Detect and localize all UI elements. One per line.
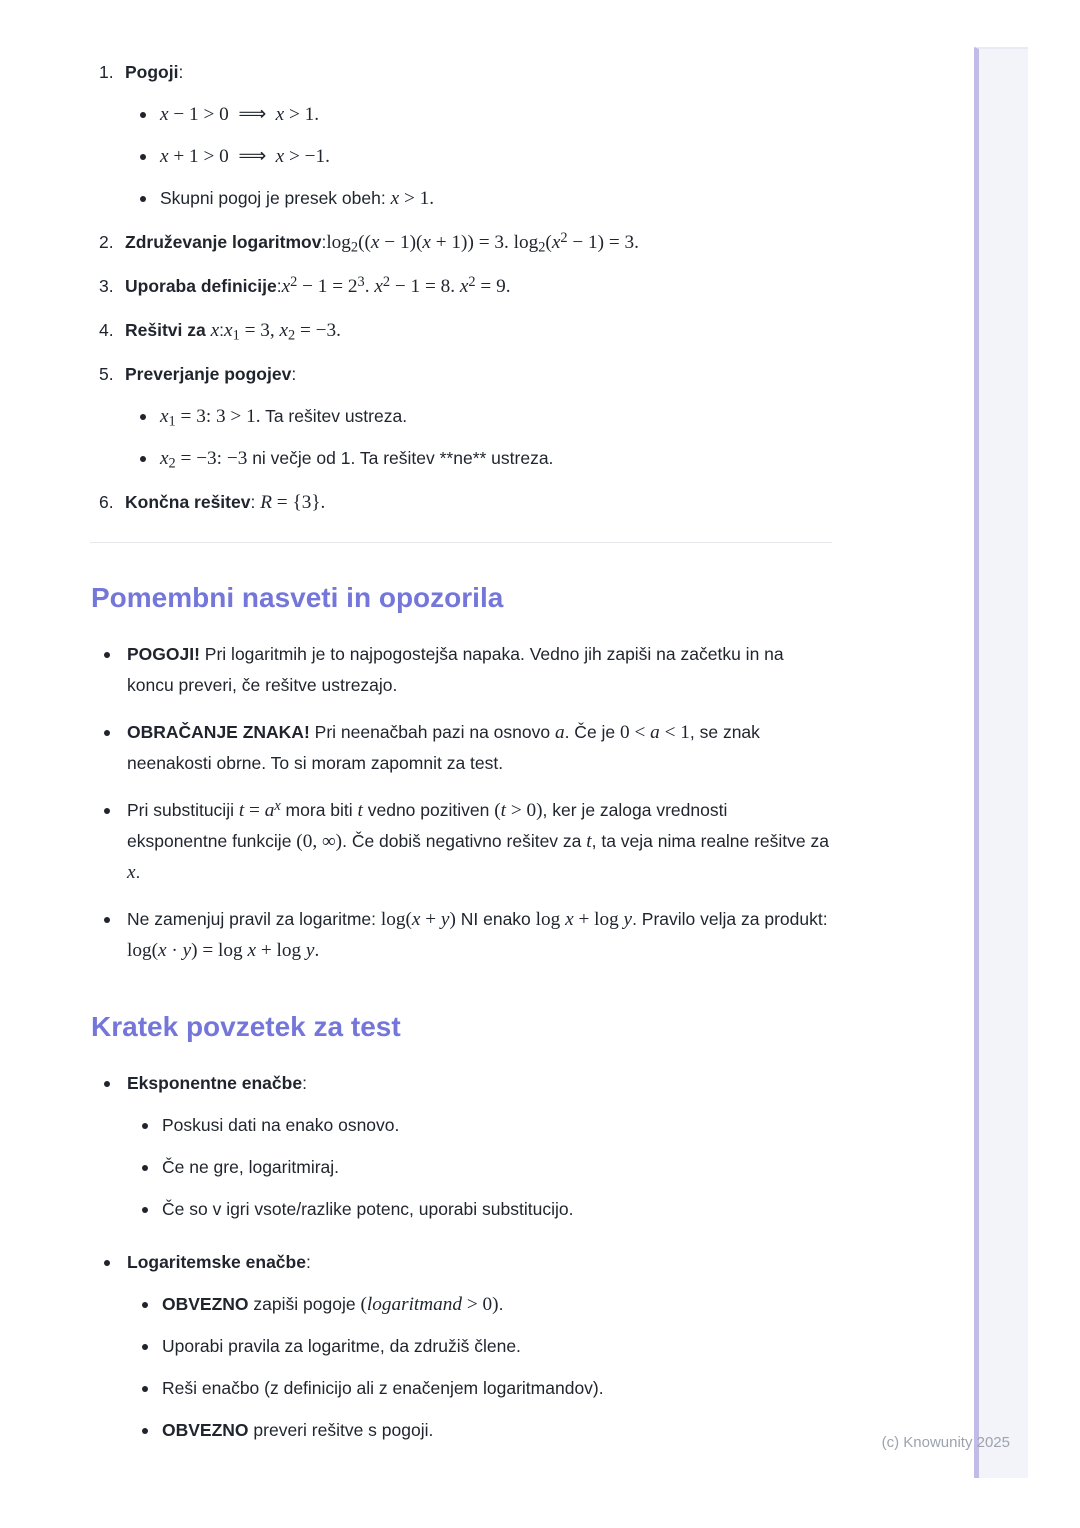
text-run: < 1 [659, 722, 690, 743]
text-run: = 9. [475, 276, 511, 297]
text-run: preveri rešitve s pogoji. [248, 1420, 434, 1440]
text-run: 1 [168, 413, 176, 430]
text-run: = 3: 3 > 1. [175, 406, 261, 427]
list-item-text [127, 639, 832, 701]
list-item [90, 227, 832, 258]
text-run: 2 [560, 229, 568, 246]
list-item [90, 359, 832, 474]
text-run: Pri substituciji [127, 800, 239, 820]
text-run: x [160, 146, 169, 167]
text-run: x [247, 940, 257, 961]
text-run: Pri neenačbah pazi na osnovo [309, 722, 555, 742]
text-run: ( [545, 232, 552, 253]
list-item [90, 1068, 832, 1225]
text-run: − 1 = 2 [297, 276, 358, 297]
list-item-text [160, 99, 832, 130]
list-item-text [127, 795, 832, 888]
text-run: · [166, 940, 183, 961]
list-item-text [160, 183, 832, 214]
text-run: x [411, 909, 421, 930]
list-item-text [162, 1373, 832, 1404]
text-run: + [420, 909, 441, 930]
text-run: = [244, 800, 265, 821]
text-run: x [224, 320, 233, 341]
text-run: x [275, 104, 285, 125]
text-run: Pogoji [125, 62, 179, 82]
text-run: log [535, 909, 566, 930]
list-item [125, 183, 832, 214]
text-run: a [554, 722, 565, 743]
text-run: Združevanje logaritmov [125, 232, 322, 252]
text-run: x [274, 797, 281, 814]
section-heading-advice: Pomembni nasveti in opozorila [91, 582, 504, 613]
text-run: 2 [290, 273, 298, 290]
text-run: x [390, 188, 400, 209]
document-content [90, 57, 832, 1468]
sub-list [125, 99, 832, 214]
text-run: Rešitvi za [125, 320, 211, 340]
text-run: y [182, 940, 192, 961]
text-run: − 1 = 8. [390, 276, 460, 297]
next-page-preview[interactable] [974, 47, 1028, 1478]
text-run: Ta rešitev ustreza. [260, 406, 408, 426]
text-run: Če ne gre, logaritmiraj. [162, 1157, 340, 1177]
list-item [127, 1152, 832, 1183]
list-item-text [127, 1247, 832, 1278]
text-run: + 1 > 0 ⟹ [168, 146, 276, 167]
text-run: . [135, 862, 141, 882]
text-run: 2 [382, 273, 391, 290]
list-item [125, 443, 832, 474]
text-run: − 1)( [379, 232, 423, 253]
text-run: , ta veja nima realne rešitve za [591, 831, 829, 851]
text-run: t [500, 800, 506, 821]
list-item-text [162, 1152, 832, 1183]
list-item [90, 795, 832, 888]
text-run: x [281, 276, 291, 297]
text-run: , ker je zaloga vrednosti eksponentne funkcije [127, 800, 728, 851]
text-run: : [305, 1252, 311, 1272]
text-run: ni večje od 1. Ta rešitev **ne** ustreza. [247, 448, 554, 468]
list-item-text [127, 1068, 832, 1099]
text-run: + log [573, 909, 624, 930]
list-item-text [125, 57, 832, 88]
list-item [90, 57, 832, 214]
text-run: NI enako [455, 909, 536, 929]
text-run: . Če dobiš negativno rešitev za [342, 831, 587, 851]
list-item-text [162, 1194, 832, 1225]
text-run: Če so v igri vsote/razlike potenc, uporabi substitucijo. [162, 1199, 574, 1219]
text-run: Eksponentne enačbe [127, 1073, 303, 1093]
text-run: OBRAČANJE ZNAKA! [127, 722, 310, 742]
list-item-text [162, 1110, 832, 1141]
list-item [90, 271, 832, 302]
text-run: : [219, 320, 225, 340]
text-run: vedno pozitiven [362, 800, 495, 820]
text-run: > 1. [399, 188, 435, 209]
sub-list [127, 1110, 832, 1225]
text-run: x [210, 320, 220, 341]
text-run: x [160, 406, 169, 427]
list-item [127, 1331, 832, 1362]
list-item-text [162, 1415, 832, 1446]
solution-steps-list [90, 57, 832, 518]
text-run: a [264, 800, 275, 821]
text-run: x [422, 232, 431, 253]
text-run: Uporaba definicije [125, 276, 277, 296]
text-run: 3 [357, 273, 365, 290]
list-item [90, 717, 832, 779]
text-run: R [260, 492, 272, 513]
text-run: − 1 > 0 ⟹ [168, 104, 276, 125]
text-run: Logaritemske enačbe [127, 1252, 306, 1272]
text-run: y [305, 940, 315, 961]
text-run: zapiši pogoje [248, 1294, 361, 1314]
list-item [127, 1415, 832, 1446]
text-run: logaritmand [366, 1294, 463, 1315]
summary-list [90, 1068, 832, 1446]
text-run: x [160, 104, 169, 125]
text-run: . Pravilo velja za produkt: [632, 909, 828, 929]
list-item [127, 1194, 832, 1225]
copyright-text: (c) Knowunity 2025 [881, 1434, 1010, 1451]
list-item [90, 904, 832, 966]
text-run: = −3: −3 [175, 448, 248, 469]
text-run: y [440, 909, 450, 930]
text-run: 2 [538, 239, 546, 256]
text-run: 2 [288, 327, 296, 344]
list-item-text [162, 1331, 832, 1362]
text-run: > −1. [284, 146, 330, 167]
list-item-text [160, 401, 832, 432]
text-run: : [276, 276, 282, 296]
section-heading-summary: Kratek povzetek za test [91, 1011, 401, 1042]
text-run: = 3, [239, 320, 280, 341]
list-item-text [160, 443, 832, 474]
text-run: x [158, 940, 167, 961]
text-run: y [623, 909, 633, 930]
list-item [125, 99, 832, 130]
text-run: − 1) = 3. [567, 232, 639, 253]
text-run: > 0) [506, 800, 543, 821]
text-run: OBVEZNO [162, 1420, 249, 1440]
list-item [90, 1247, 832, 1446]
text-run: a [650, 722, 660, 743]
list-item [90, 487, 832, 518]
text-run: Ne zamenjuj pravil za logaritme: [127, 909, 381, 929]
text-run: ( [494, 800, 501, 821]
text-run: : [178, 62, 184, 82]
text-run: : [250, 492, 261, 512]
text-run: x [551, 232, 561, 253]
list-item [127, 1373, 832, 1404]
list-item [127, 1289, 832, 1320]
text-run: 1 [232, 327, 240, 344]
text-run: , se znak neenakosti obrne. To si moram zapomnit za test. [127, 722, 760, 773]
text-run: x [370, 232, 380, 253]
text-run: . [314, 940, 320, 961]
text-run: Reši enačbo (z definicijo ali z enačenjem logaritmandov). [162, 1378, 604, 1398]
list-item-text [160, 141, 832, 172]
advice-list [90, 639, 832, 966]
section-divider [90, 542, 832, 543]
text-run: (0, ∞) [296, 831, 343, 852]
text-run: 2 [168, 455, 176, 472]
text-run: Končna rešitev [125, 492, 251, 512]
text-run: POGOJI! [127, 644, 200, 664]
text-run: ( [360, 1294, 367, 1315]
text-run: 0 < [620, 722, 651, 743]
text-run: x [459, 276, 469, 297]
text-run: mora biti [280, 800, 358, 820]
text-run: : [321, 232, 327, 252]
text-run: > 0) [462, 1294, 499, 1315]
text-run: Skupni pogoj je presek obeh: [160, 188, 391, 208]
sub-list [125, 401, 832, 474]
text-run: x [275, 146, 285, 167]
list-item [90, 315, 832, 346]
text-run: = −3. [295, 320, 341, 341]
list-item-text [125, 227, 832, 258]
list-item-text [125, 359, 832, 390]
text-run: = {3}. [271, 492, 326, 513]
text-run: 2 [350, 239, 359, 256]
list-item [125, 141, 832, 172]
text-run: x [160, 448, 169, 469]
text-run: x [279, 320, 289, 341]
list-item-text [125, 315, 832, 346]
text-run: t [586, 831, 592, 852]
text-run: log( [127, 940, 159, 961]
list-item-text [125, 271, 832, 302]
text-run: x [374, 276, 383, 297]
list-item-text [127, 904, 832, 966]
text-run: log [326, 232, 351, 253]
list-item [127, 1110, 832, 1141]
text-run: > 1. [284, 104, 320, 125]
text-run: : [302, 1073, 307, 1093]
list-item-text [127, 717, 832, 779]
list-item-text [125, 487, 832, 518]
text-run: x [127, 862, 136, 883]
text-run: ) = log [191, 940, 248, 961]
text-run: Uporabi pravila za logaritme, da združiš člene. [162, 1336, 521, 1356]
text-run: . [364, 276, 375, 297]
text-run: ) [449, 909, 456, 930]
text-run: Pri logaritmih je to najpogostejša napaka. Vedno jih zapiši na začetku in na koncu preveri, če rešitve ustrezajo. [127, 644, 784, 695]
list-item-text [162, 1289, 832, 1320]
list-item [125, 401, 832, 432]
text-run: Poskusi dati na enako osnovo. [162, 1115, 400, 1135]
text-run: . Če je [564, 722, 621, 742]
text-run: + 1)) = 3. log [430, 232, 539, 253]
text-run: : [291, 364, 297, 384]
text-run: t [357, 800, 363, 821]
text-run: t [238, 800, 245, 821]
text-run: 2 [468, 273, 476, 290]
text-run: OBVEZNO [162, 1294, 249, 1314]
text-run: (( [358, 232, 371, 253]
text-run: x [565, 909, 574, 930]
text-run: . [498, 1294, 504, 1314]
text-run: + log [256, 940, 306, 961]
text-run: Preverjanje pogojev [125, 364, 292, 384]
text-run: log( [380, 909, 412, 930]
list-item [90, 639, 832, 701]
sub-list [127, 1289, 832, 1446]
